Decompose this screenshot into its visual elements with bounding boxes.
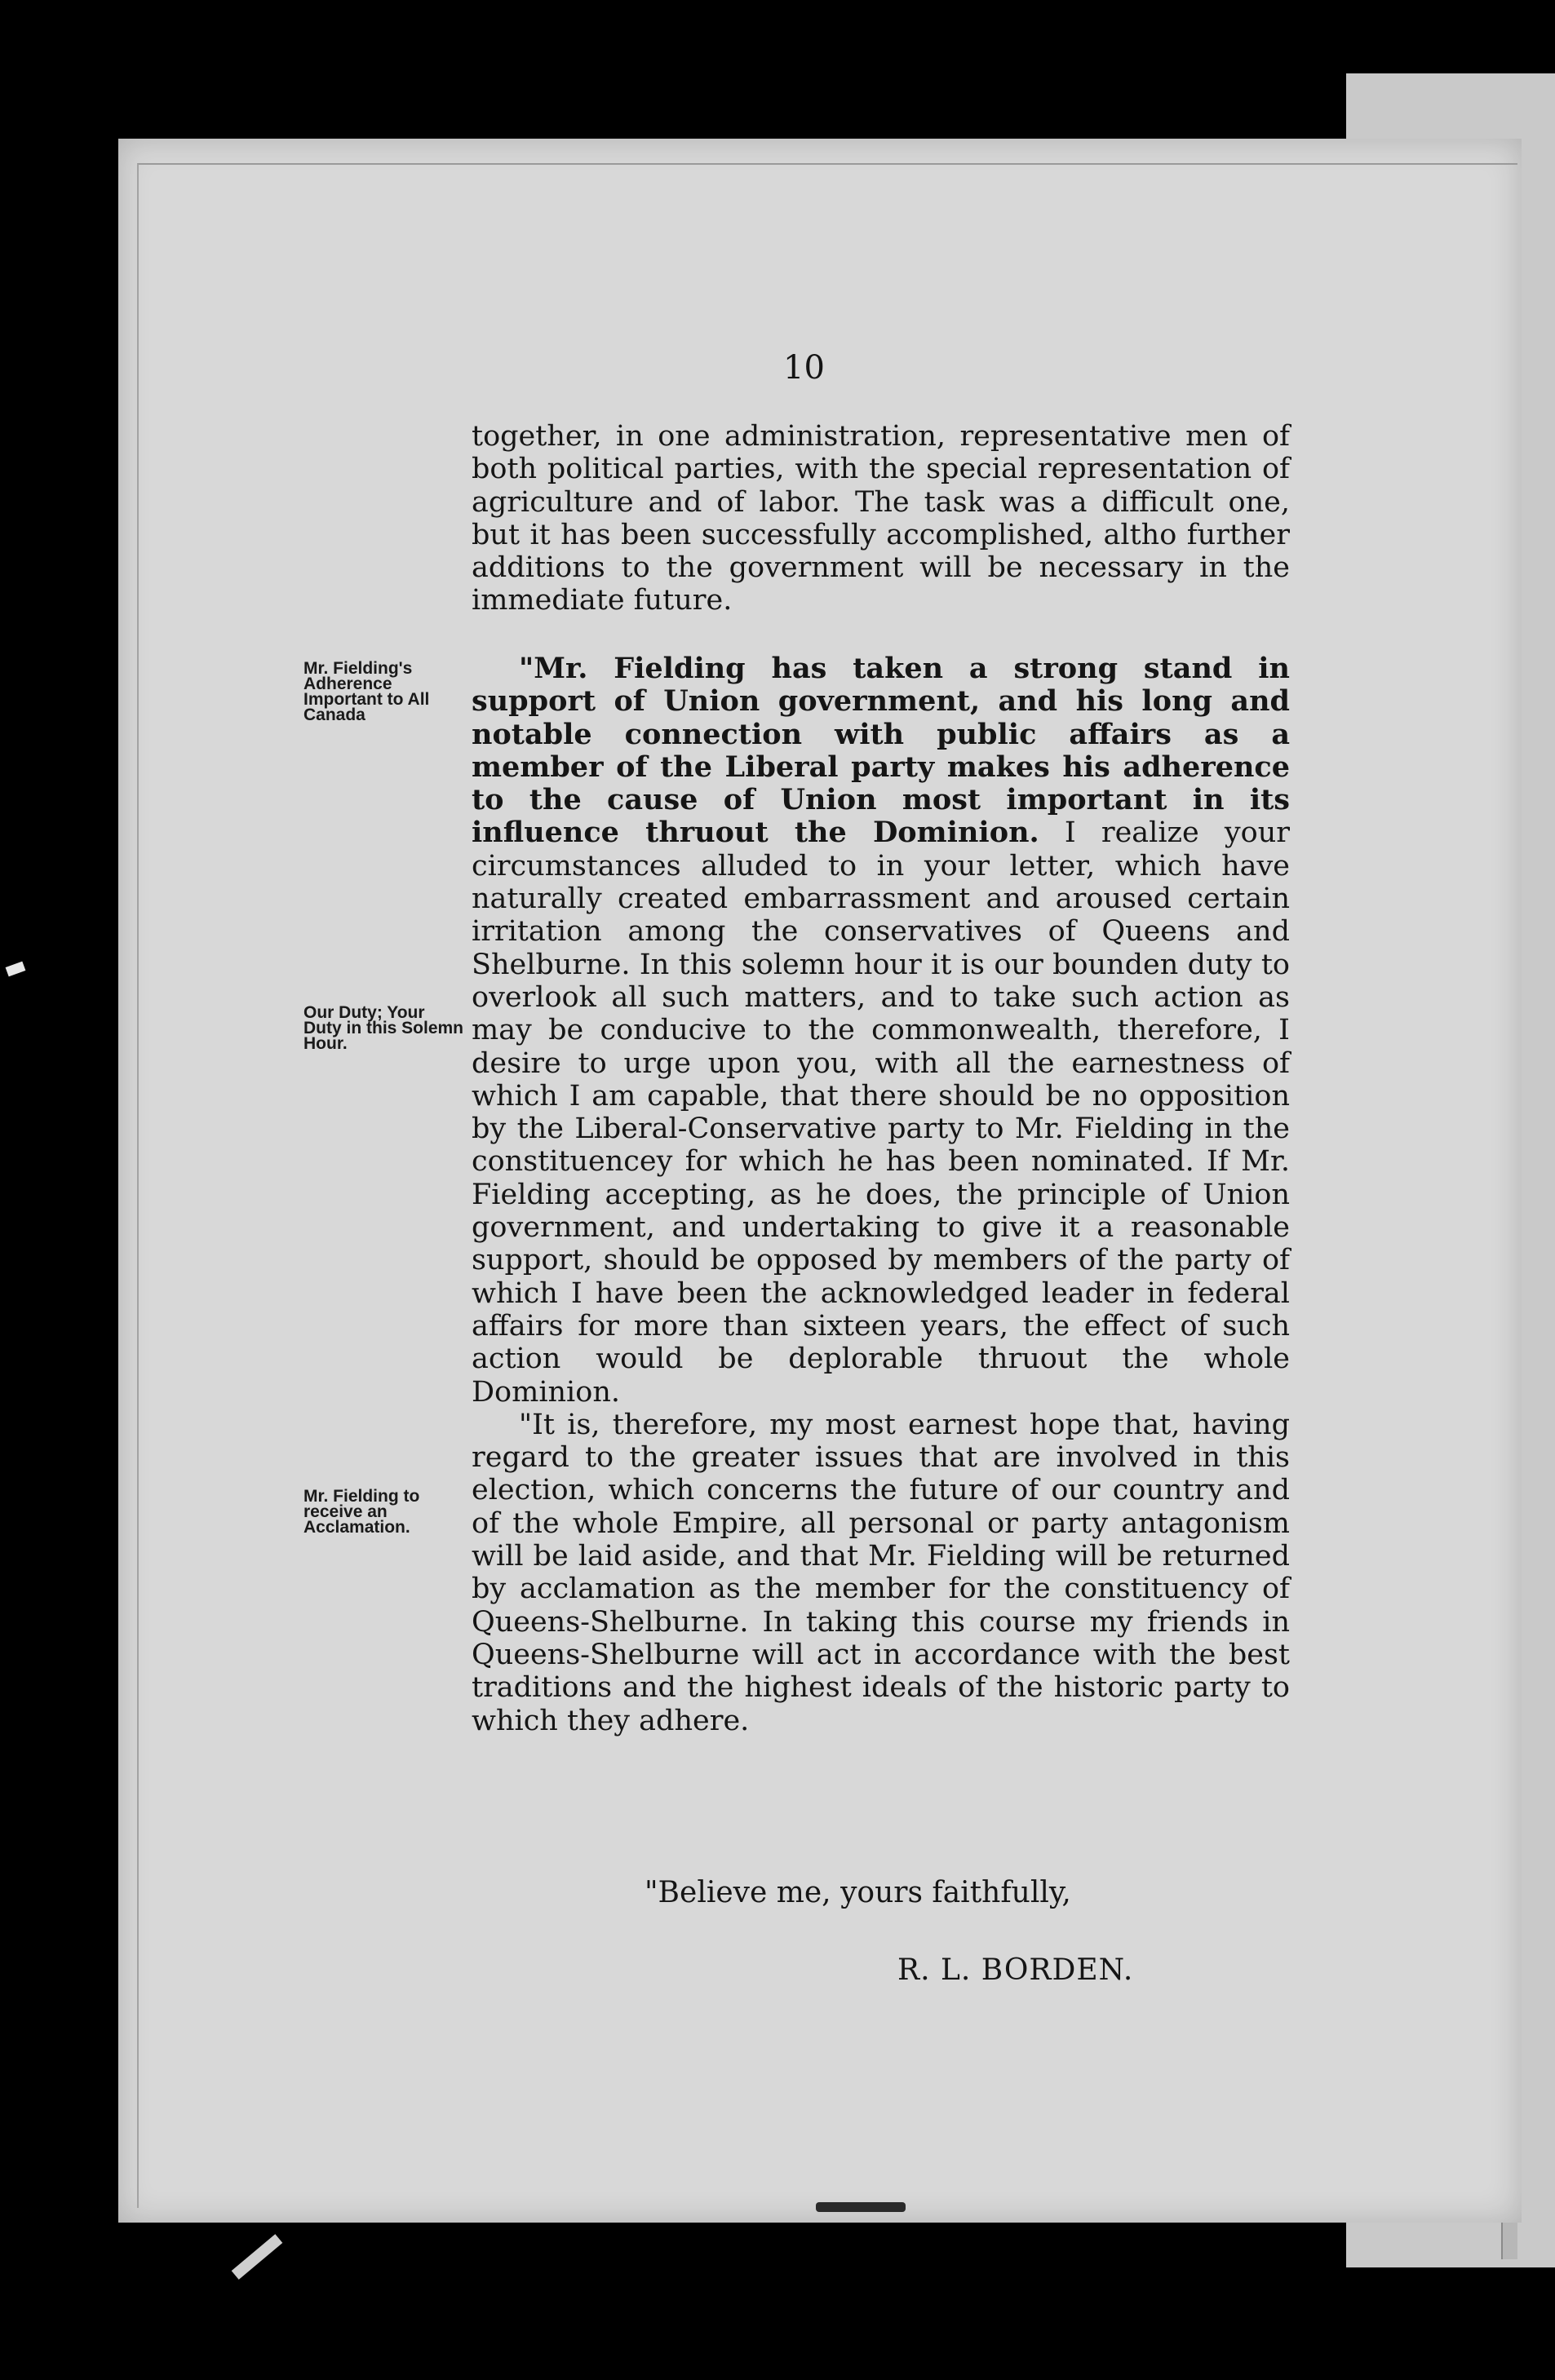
binding-mark [816,2202,906,2212]
scan-artifact [6,962,26,977]
paragraph-2-text: I realize your circumstances alluded to in your letter, which have naturally created embarrassment and aroused certain irritation among the conservatives of Queens and Shelburne. In this solemn hour it is our bounden duty to overlook all such matters, and to take such action as may be conducive to the commonwealth, therefore, I desire to urge upon you, with all the earnestness of which I am capable, that there should be no opposition by the Liberal-Conservative party to Mr. Fielding in the constituencey for which he has been nominated. If Mr. Fielding accepting, as he does, the principle of Union government, and undertaking to give it a reasonable support, should be opposed by members of the party of which I have been the acknowledged leader in federal affairs for more than sixteen years, the effect of such action would be deplorable thruout the whole Dominion. [472,816,1290,1409]
closing-line: "Believe me, yours faithfully, [645,1876,1071,1909]
paragraph-2-emphasis: "Mr. Fielding has taken a strong stand in support of Union government, and his long and notable connection with public affairs as a member of the Liberal party makes his adherence to the cause of Union most important in its influence thruout the Dominion. [472,652,1290,850]
paragraph-1: together, in one administration, representative men of both political parties, with the special representation of agriculture and of labor. The task was a difficult one, but it has been successfully accomplished, altho further additions to the government will be necessary in the immediate future. [472,420,1290,617]
letter-body [472,420,1290,1737]
margin-note-duty: Our Duty; Your Duty in this Solemn Hour. [303,1003,464,1053]
margin-note-adherence: Mr. Fielding's Adherence Important to All Canada [303,659,430,724]
paragraph-2 [472,653,1290,1409]
page-number: 10 [783,349,825,387]
scan-artifact [232,2234,283,2280]
signature: R. L. BORDEN. [897,1953,1134,1987]
paragraph-3: "It is, therefore, my most earnest hope that, having regard to the greater issues that are involved in this election, which concerns the future of our country and of the whole Empire, all personal or party antagonism will be laid aside, and that Mr. Fielding will be returned by acclamation as the member for the constituency of Queens-Shelburne. In taking this course my friends in Queens-Shelburne will act in accordance with the best traditions and the highest ideals of the historic party to which they adhere. [472,1408,1290,1737]
margin-note-acclamation: Mr. Fielding to receive an Acclamation. [303,1487,420,1537]
